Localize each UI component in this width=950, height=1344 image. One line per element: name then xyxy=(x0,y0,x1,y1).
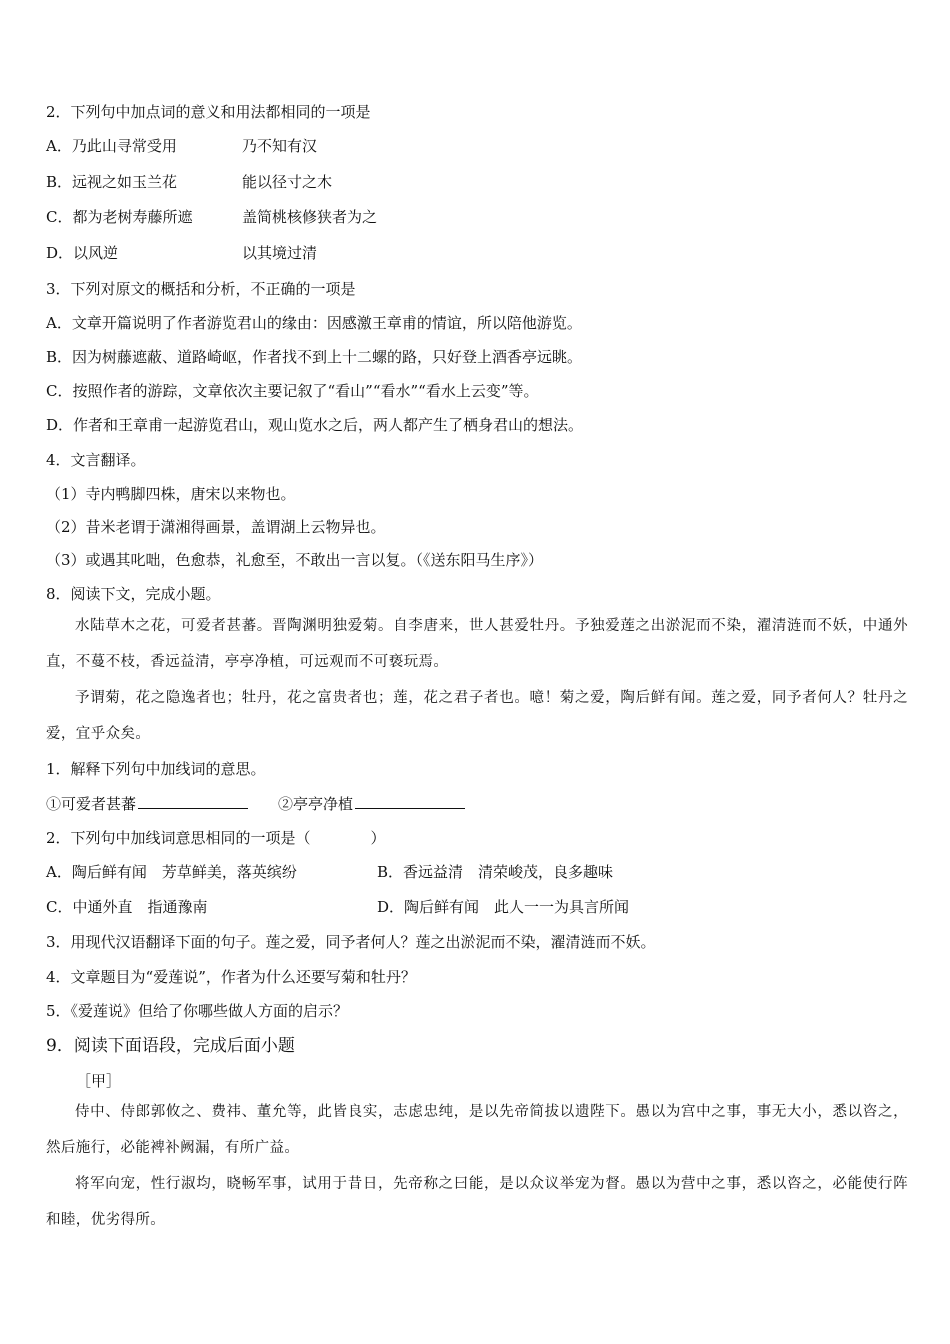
option-left: 以风逆 xyxy=(73,244,119,262)
q3-option-d: D．作者和王章甫一起游览君山，观山览水之后，两人都产生了栖身君山的想法。 xyxy=(46,416,584,434)
q8-sub2-row-1 xyxy=(46,862,614,882)
q8-sub3: 3．用现代汉语翻译下面的句子。莲之爱，同予者何人？莲之出淤泥而不染，濯清涟而不妖。 xyxy=(46,933,656,951)
q9-jia-label: ［甲］ xyxy=(76,1072,122,1090)
option-left: 远视之如玉兰花 xyxy=(72,173,178,191)
q9-paragraph-2: 将军向宠，性行淑均，晓畅军事，试用于昔日，先帝称之曰能，是以众议举宠为督。愚以为营中之事，悉以咨之，必能使行阵和睦，优劣得所。 xyxy=(46,1176,908,1228)
q3-option-a: A．文章开篇说明了作者游览君山的缘由：因感激王章甫的情谊，所以陪他游览。 xyxy=(46,314,582,332)
q8-sub5: 5．《爱莲说》但给了你哪些做人方面的启示？ xyxy=(46,1002,349,1020)
q8-passage-paragraph-1: 水陆草木之花，可爱者甚蕃。晋陶渊明独爱菊。自李唐来，世人甚爱牡丹。予独爱莲之出淤泥而不染，濯清涟而不妖，中通外直，不蔓不枝，香远益清，亭亭净植，可远观而不可亵玩焉。 xyxy=(46,618,908,670)
q9-paragraph-1: 侍中、侍郎郭攸之、费祎、董允等，此皆良实，志虑忠纯，是以先帝简拔以遗陛下。愚以为宫中之事，事无大小，悉以咨之，然后施行，必能裨补阙漏，有所广益。 xyxy=(46,1104,908,1156)
q4-item-2: （2）昔米老谓于潇湘得画景，盖谓湖上云物异也。 xyxy=(46,518,386,536)
sub1-item-b: ②亭亭净植 xyxy=(278,795,354,813)
q8-sub2-row-2 xyxy=(46,897,630,917)
option-text: 香远益清 清荣峻茂，良多趣味 xyxy=(403,863,614,881)
option-text: 陶后鲜有闻 此人一一为具言所闻 xyxy=(404,898,630,916)
q8-sub1-title: 1．解释下列句中加线词的意思。 xyxy=(46,760,266,778)
q4-title: 4．文言翻译。 xyxy=(46,451,146,469)
option-left: 乃此山寻常受用 xyxy=(71,137,177,155)
option-label: B． xyxy=(377,863,404,881)
option-label: C． xyxy=(46,898,73,916)
option-label: C． xyxy=(46,208,73,226)
option-right: 能以径寸之木 xyxy=(242,173,333,191)
answer-blank-a[interactable] xyxy=(138,793,248,809)
q3-option-b: B．因为树藤遮蔽、道路崎岖，作者找不到上十二螺的路，只好登上酒香亭远眺。 xyxy=(46,348,583,366)
option-right: 盖简桃核修狭者为之 xyxy=(242,208,378,226)
q8-passage-paragraph-2: 予谓菊，花之隐逸者也；牡丹，花之富贵者也；莲，花之君子者也。噫！菊之爱，陶后鲜有闻。莲之爱，同予者何人？牡丹之爱，宜乎众矣。 xyxy=(46,690,908,742)
q2-option-b xyxy=(46,172,333,192)
option-d-wrap xyxy=(377,897,629,917)
option-text: 中通外直 指通豫南 xyxy=(72,898,208,916)
q2-option-c xyxy=(46,207,378,227)
option-left: 都为老树寿藤所遮 xyxy=(72,208,193,226)
q2-option-a xyxy=(46,136,318,156)
option-label: D． xyxy=(46,244,74,262)
option-label: D． xyxy=(377,898,405,916)
sub1-item-a: ①可爱者甚蕃 xyxy=(46,795,137,813)
answer-blank-b[interactable] xyxy=(355,793,465,809)
q8-sub1-blanks xyxy=(46,793,465,813)
q2-title: 2．下列句中加点词的意义和用法都相同的一项是 xyxy=(46,103,371,121)
q8-sub2-title: 2．下列句中加线词意思相同的一项是（ ） xyxy=(46,829,386,847)
q4-item-3: （3）或遇其叱咄，色愈恭，礼愈至，不敢出一言以复。（《送东阳马生序》） xyxy=(46,551,544,569)
option-label: A． xyxy=(46,863,72,881)
q3-title: 3．下列对原文的概括和分析，不正确的一项是 xyxy=(46,280,356,298)
option-label: A． xyxy=(46,137,72,155)
q8-title: 8．阅读下文，完成小题。 xyxy=(46,585,221,603)
option-b-wrap xyxy=(377,862,613,882)
q2-option-d xyxy=(46,243,318,263)
option-label: B． xyxy=(46,173,73,191)
q9-title: 9．阅读下面语段，完成后面小题 xyxy=(46,1036,295,1056)
q8-sub4: 4．文章题目为“爱莲说”，作者为什么还要写菊和牡丹？ xyxy=(46,968,416,986)
option-right: 乃不知有汉 xyxy=(242,137,318,155)
q4-item-1: （1）寺内鸭脚四株，唐宋以来物也。 xyxy=(46,485,296,503)
option-right: 以其境过清 xyxy=(242,244,318,262)
option-text: 陶后鲜有闻 芳草鲜美，落英缤纷 xyxy=(71,863,297,881)
q3-option-c: C．按照作者的游踪，文章依次主要记叙了“看山”“看水”“看水上云变”等。 xyxy=(46,382,539,400)
